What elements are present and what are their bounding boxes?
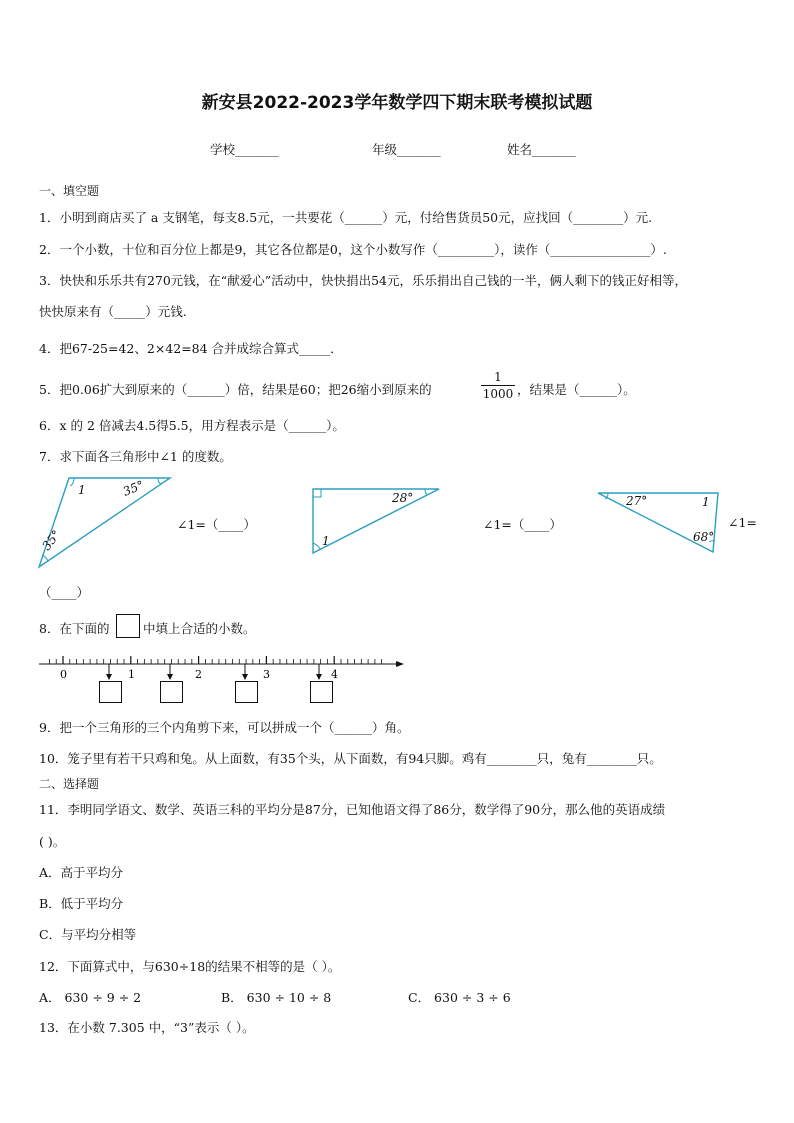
name-field[interactable]: 姓名_______ xyxy=(507,142,576,157)
school-field[interactable]: 学校_______ xyxy=(210,142,279,157)
tri3-angle-68: 68° xyxy=(693,530,715,544)
q7-answer-3-label: ∠1= xyxy=(728,515,757,530)
question-11-line2: ( )。 xyxy=(39,834,66,849)
number-line-answer-box-4[interactable] xyxy=(310,681,333,703)
number-line-answer-box-3[interactable] xyxy=(235,681,258,703)
question-8-part1: 8．在下面的 xyxy=(39,621,110,636)
tri1-angle-35-top: 35° xyxy=(120,477,146,499)
number-line-answer-box-2[interactable] xyxy=(160,681,183,703)
question-3-line1: 3．快快和乐乐共有270元钱，在“献爱心”活动中，快快捐出54元，乐乐捐出自己钱的一半，俩人剩下的钱正好相等， xyxy=(39,273,688,288)
question-4: 4．把67-25=42、2×42=84 合并成综合算式_____． xyxy=(39,341,343,356)
tick-label-1: 1 xyxy=(128,668,135,681)
grade-field[interactable]: 年级_______ xyxy=(372,142,441,157)
tick-label-3: 3 xyxy=(263,668,270,681)
fraction-numerator: 1 xyxy=(494,370,502,384)
q11-option-b[interactable]: B．低于平均分 xyxy=(39,896,124,911)
page-title: 新安县2022-2023学年数学四下期末联考模拟试题 xyxy=(201,93,593,113)
q11-option-a[interactable]: A．高于平均分 xyxy=(39,865,124,880)
tri3-angle-27: 27° xyxy=(626,494,648,508)
number-line-ticks xyxy=(49,656,381,664)
q12-option-b[interactable]: B． 630 ÷ 10 ÷ 8 xyxy=(221,990,332,1005)
question-9: 9．把一个三角形的三个内角剪下来，可以拼成一个（______）角。 xyxy=(39,720,410,735)
q12-option-c[interactable]: C． 630 ÷ 3 ÷ 6 xyxy=(408,990,511,1005)
question-13: 13．在小数 7.305 中，“3”表示（ ）。 xyxy=(39,1020,255,1035)
q7-answer-3[interactable]: （____） xyxy=(39,585,90,600)
tick-label-4: 4 xyxy=(331,668,338,681)
section-fill-blank: 一、填空题 xyxy=(39,184,100,198)
number-line-arrows xyxy=(106,664,322,680)
tri2-angle-1: 1 xyxy=(322,534,330,548)
question-5-part2: ，结果是（______）。 xyxy=(517,382,636,397)
tri3-angle-1: 1 xyxy=(702,495,710,509)
question-3-line2: 快快原来有（_____）元钱. xyxy=(39,304,187,319)
q12-option-a[interactable]: A． 630 ÷ 9 ÷ 2 xyxy=(39,990,142,1005)
question-11-line1: 11．李明同学语文、数学、英语三科的平均分是87分，已知他语文得了86分，数学得了90分，那么他的英语成绩 xyxy=(39,802,666,817)
answer-box-sample xyxy=(116,614,140,638)
triangle-1 xyxy=(39,478,170,567)
fraction-bar xyxy=(481,385,515,386)
fraction-denominator: 1000 xyxy=(482,387,514,401)
question-12: 12．下面算式中，与630÷18的结果不相等的是（ ）。 xyxy=(39,959,341,974)
fraction-1-over-1000 xyxy=(481,370,515,401)
question-10: 10．笼子里有若干只鸡和兔。从上面数，有35个头，从下面数，有94只脚。鸡有________只，兔有________只。 xyxy=(39,751,662,766)
question-5-part1: 5．把0.06扩大到原来的（______）倍，结果是60；把26缩小到原来的 xyxy=(39,382,432,397)
tri1-angle-35-bottom: 35° xyxy=(39,527,64,553)
q7-answer-2[interactable]: ∠1=（____） xyxy=(483,517,562,532)
question-1: 1．小明到商店买了 a 支钢笔，每支8.5元，一共要花（______）元，付给售货员50元，应找回（________）元. xyxy=(39,210,653,225)
tick-label-0: 0 xyxy=(60,668,67,681)
question-8-part2: 中填上合适的小数。 xyxy=(143,621,256,636)
triangle-2 xyxy=(313,489,439,553)
q7-answer-1[interactable]: ∠1=（____） xyxy=(177,517,256,532)
question-6: 6．x 的 2 倍减去4.5得5.5，用方程表示是（______）。 xyxy=(39,418,345,433)
triangle-3 xyxy=(598,493,718,552)
tri1-angle-1: 1 xyxy=(78,483,86,497)
q11-option-c[interactable]: C．与平均分相等 xyxy=(39,927,137,942)
question-2: 2．一个小数，十位和百分位上都是9，其它各位都是0，这个小数写作（_________），读作（________________）. xyxy=(39,242,667,257)
tick-label-2: 2 xyxy=(195,668,202,681)
tri2-angle-28: 28° xyxy=(392,491,414,505)
question-7: 7．求下面各三角形中∠1 的度数。 xyxy=(39,449,232,464)
section-multiple-choice: 二、选择题 xyxy=(39,777,100,791)
number-line-answer-box-1[interactable] xyxy=(99,681,122,703)
